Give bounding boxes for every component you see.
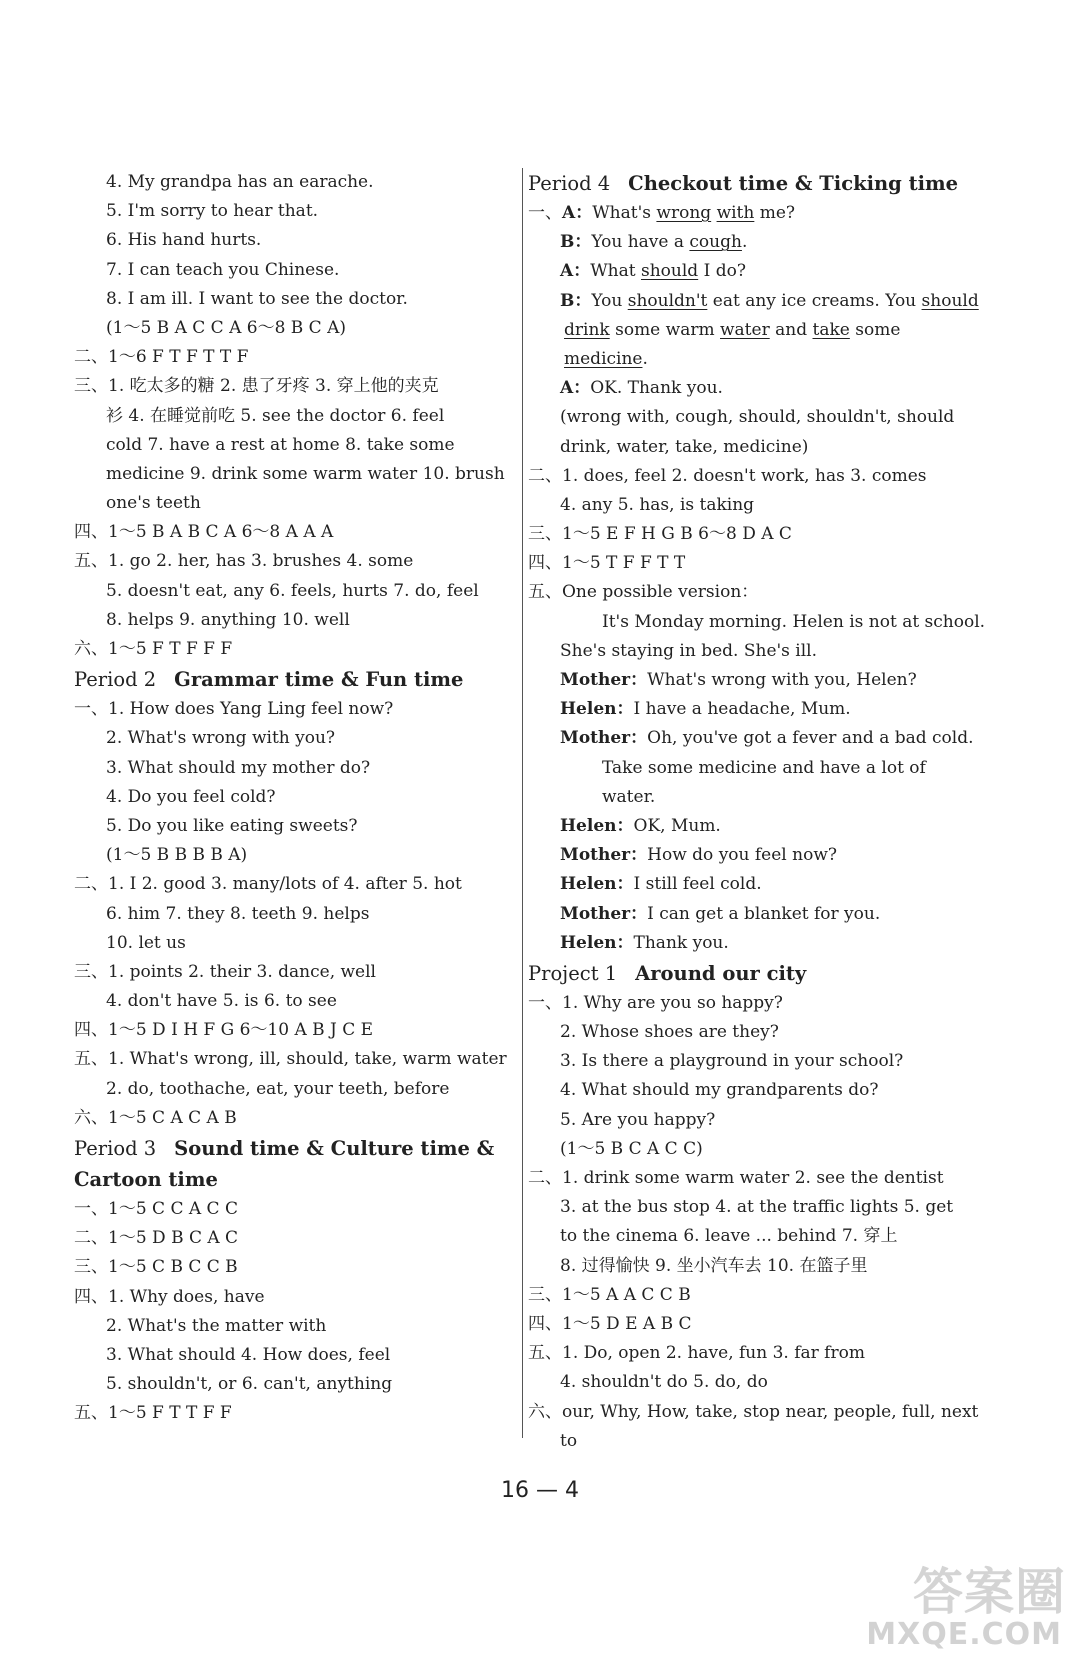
answer-line: 4. don't have 5. is 6. to see [106,991,337,1012]
answer-line: B：You have a cough. [560,232,748,253]
answer-line: 四、1～5 T F F T T [528,553,686,574]
answer-line: 5. Are you happy? [560,1109,716,1130]
answer-line: Mother：Oh, you've got a fever and a bad cold. [560,728,974,749]
answer-line: 2. Whose shoes are they? [560,1022,779,1043]
answer-line: 10. let us [106,932,186,953]
section-title: Grammar time & Fun time [174,668,464,692]
answer-line: 8. 过得愉快 9. 坐小汽车去 10. 在篮子里 [560,1255,868,1276]
answer-line: 五、1. go 2. her, has 3. brushes 4. some [74,551,414,572]
answer-line: (wrong with, cough, should, shouldn't, should [560,407,955,428]
answer-line: B：You shouldn't eat any ice creams. You should [560,290,979,311]
answer-line: 六、1～5 F T F F F [74,639,233,659]
answer-line: Helen：Thank you. [560,932,729,953]
answer-line: 二、1. drink some warm water 2. see the dentist [528,1168,944,1188]
answer-line: 四、1～5 D I H F G 6～10 A B J C E [74,1020,374,1041]
watermark [836,1552,1066,1652]
answer-line: 一、1. How does Yang Ling feel now? [74,699,394,720]
section-heading [528,958,963,989]
section-title: Around our city [635,961,807,985]
answer-line: to the cinema 6. leave ... behind 7. 穿上 [560,1226,898,1247]
answer-line: Helen：OK, Mum. [560,815,721,836]
answer-line: A：OK. Thank you. [560,378,723,399]
answer-line: 三、1. points 2. their 3. dance, well [74,961,376,982]
answer-line: water. [602,786,656,807]
answer-line: (1～5 B B B B A) [106,845,248,866]
answer-line: drink some warm water and take some [564,319,901,340]
section-heading [74,1164,504,1195]
watermark-logo: 答案圈 [913,1563,1066,1621]
answer-line: 8. helps 9. anything 10. well [106,609,350,630]
answer-line: 一、A：What's wrong with me? [528,203,796,223]
answer-line: 三、1～5 E F H G B 6～8 D A C [528,524,792,545]
answer-line: 8. I am ill. I want to see the doctor. [106,288,408,309]
answer-line: 四、1. Why does, have [74,1286,265,1307]
answer-line: Mother：What's wrong with you, Helen? [560,670,917,690]
answer-line: 二、1～6 F T F T T F [74,347,249,368]
answer-line: 五、One possible version： [528,582,759,603]
answer-line: 5. shouldn't, or 6. can't, anything [106,1374,393,1395]
answer-line: 2. What's the matter with [106,1315,327,1336]
answer-line: 5. doesn't eat, any 6. feels, hurts 7. do, feel [106,580,479,601]
right-column [528,168,986,1456]
answer-line: 六、1～5 C A C A B [74,1107,237,1128]
answer-line: 六、our, Why, How, take, stop near, people, full, next [528,1401,979,1422]
answer-line: 3. What should my mother do? [106,757,371,778]
section-title: Cartoon time [74,1168,218,1191]
section-number: Period 4 [528,172,611,195]
section-title: Sound time & Culture time & [174,1137,495,1160]
answer-line: 五、1. Do, open 2. have, fun 3. far from [528,1343,865,1364]
answer-line: drink, water, take, medicine) [560,436,809,457]
answer-line: Take some medicine and have a lot of [602,757,926,778]
answer-line: 4. My grandpa has an earache. [106,172,374,192]
answer-line: 四、1～5 B A B C A 6～8 A A A [74,522,334,543]
answer-line: She's staying in bed. She's ill. [560,640,818,661]
answer-line: 二、1. I 2. good 3. many/lots of 4. after 5. hot [74,874,462,895]
answer-line: cold 7. have a rest at home 8. take some [106,434,455,455]
answer-line: 7. I can teach you Chinese. [106,259,340,280]
answer-line: 2. do, toothache, eat, your teeth, before [106,1078,450,1099]
answer-line: Mother：How do you feel now? [560,845,837,866]
answer-line: 二、1. does, feel 2. doesn't work, has 3. comes [528,465,927,486]
answer-line: 4. shouldn't do 5. do, do [560,1372,768,1393]
column-divider [522,168,523,1438]
section-title: Checkout time & Ticking time [628,172,959,195]
answer-line: 一、1～5 C C A C C [74,1199,238,1219]
section-number: Period 2 [74,668,157,692]
answer-line: 4. What should my grandparents do? [560,1080,879,1101]
answer-line: 5. Do you like eating sweets? [106,815,358,836]
answer-line: (1～5 B C A C C) [560,1138,703,1159]
page-number: 16 — 4 [501,1478,579,1503]
answer-line: 3. at the bus stop 4. at the traffic lights 5. get [560,1197,954,1218]
answer-line: 五、1. What's wrong, ill, should, take, warm water [74,1049,507,1070]
section-number: Period 3 [74,1137,157,1160]
answer-line: It's Monday morning. Helen is not at school. [602,611,986,632]
watermark-url: MXQE.COM [866,1617,1062,1652]
answer-line: medicine. [564,348,648,369]
answer-line: 3. Is there a playground in your school? [560,1051,904,1072]
answer-line: 一、1. Why are you so happy? [528,992,783,1013]
answer-line: 4. any 5. has, is taking [560,494,755,515]
section-heading [74,1133,504,1164]
answer-line: Helen：I still feel cold. [560,874,762,895]
answer-line: A：What should I do? [560,261,746,282]
answer-line: 2. What's wrong with you? [106,728,336,749]
answer-line: (1～5 B A C C A 6～8 B C A) [106,317,347,338]
answer-line: 二、1～5 D B C A C [74,1228,239,1249]
answer-line: Mother：I can get a blanket for you. [560,903,881,924]
answer-line: 三、1～5 A A C C B [528,1284,691,1305]
answer-line: 6. him 7. they 8. teeth 9. helps [106,903,370,924]
answer-line: 6. His hand hurts. [106,230,262,251]
answer-line: 三、1. 吃太多的糖 2. 患了牙疼 3. 穿上他的夹克 [74,376,439,397]
answer-line: one's teeth [106,493,201,514]
section-heading [74,664,504,695]
answer-line: 5. I'm sorry to hear that. [106,201,319,222]
answer-line: 4. Do you feel cold? [106,786,276,807]
section-number: Project 1 [528,961,618,985]
answer-line: 3. What should 4. How does, feel [106,1344,391,1365]
answer-line: to [560,1430,578,1451]
answer-line: 四、1～5 D E A B C [528,1313,692,1334]
section-heading [528,168,963,199]
answer-line: 衫 4. 在睡觉前吃 5. see the doctor 6. feel [106,405,445,426]
left-column [74,168,507,1429]
answer-line: medicine 9. drink some warm water 10. brush [106,463,505,484]
answer-line: 五、1～5 F T T F F [74,1403,232,1424]
answer-line: Helen：I have a headache, Mum. [560,699,851,720]
answer-line: 三、1～5 C B C C B [74,1257,238,1278]
